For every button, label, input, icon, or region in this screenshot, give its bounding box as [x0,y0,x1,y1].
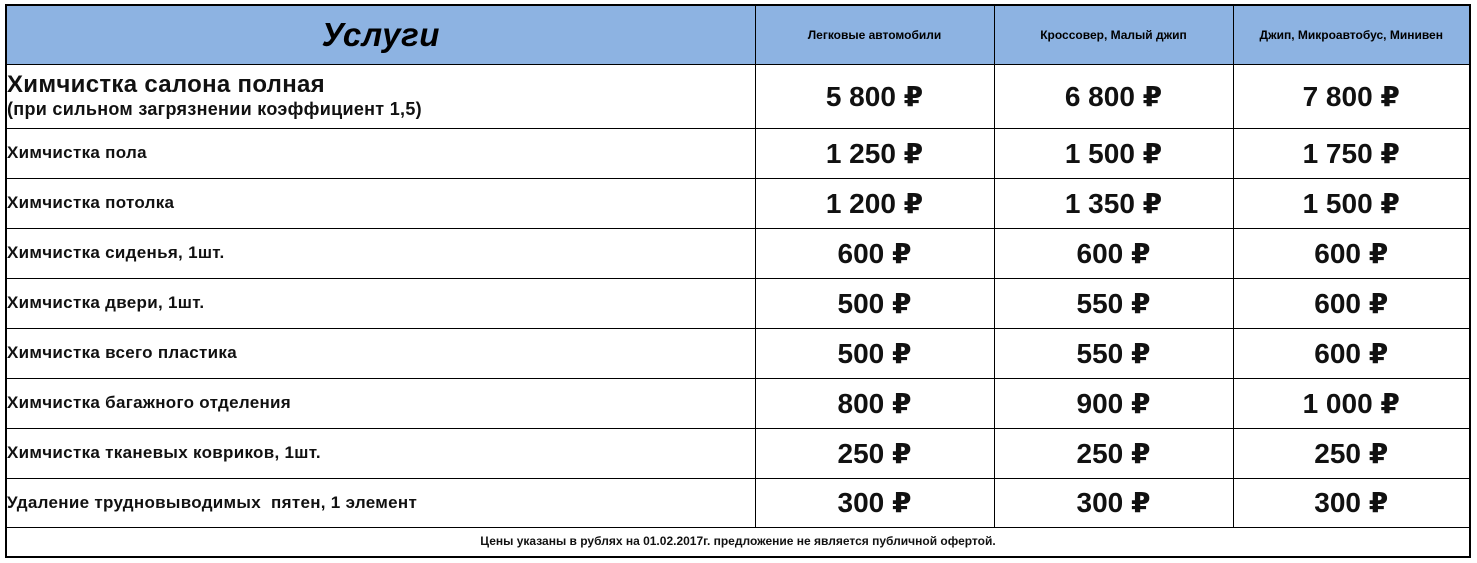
price-suv: 1 000 ₽ [1233,378,1469,428]
price-suv: 1 500 ₽ [1233,178,1469,228]
column-header-suv-minivan: Джип, Микроавтобус, Минивен [1233,6,1469,64]
price-crossover: 250 ₽ [994,428,1233,478]
price-passenger: 500 ₽ [755,328,994,378]
table-row [7,478,1469,527]
table-row [7,64,1469,128]
table-row [7,278,1469,328]
price-suv: 250 ₽ [1233,428,1469,478]
service-name: Удаление трудновыводимых пятен, 1 элемент [7,478,755,527]
price-passenger: 1 250 ₽ [755,128,994,178]
price-suv: 300 ₽ [1233,478,1469,527]
price-suv: 600 ₽ [1233,328,1469,378]
service-name: Химчистка тканевых ковриков, 1шт. [7,428,755,478]
price-crossover: 1 500 ₽ [994,128,1233,178]
table-row [7,428,1469,478]
price-suv: 600 ₽ [1233,228,1469,278]
price-suv: 7 800 ₽ [1233,64,1469,128]
price-crossover: 900 ₽ [994,378,1233,428]
service-name: Химчистка багажного отделения [7,378,755,428]
service-name: Химчистка потолка [7,178,755,228]
services-header: Услуги [7,6,755,64]
price-suv: 600 ₽ [1233,278,1469,328]
table-row [7,378,1469,428]
price-crossover: 6 800 ₽ [994,64,1233,128]
price-list [5,4,1471,558]
price-passenger: 5 800 ₽ [755,64,994,128]
price-table [7,6,1469,555]
price-passenger: 800 ₽ [755,378,994,428]
service-title: Химчистка салона полная [7,71,325,98]
table-row [7,328,1469,378]
table-row [7,128,1469,178]
price-passenger: 1 200 ₽ [755,178,994,228]
service-name [7,64,755,128]
table-row [7,228,1469,278]
column-header-crossover: Кроссовер, Малый джип [994,6,1233,64]
service-name: Химчистка всего пластика [7,328,755,378]
service-name: Химчистка сиденья, 1шт. [7,228,755,278]
price-crossover: 1 350 ₽ [994,178,1233,228]
price-passenger: 600 ₽ [755,228,994,278]
price-passenger: 250 ₽ [755,428,994,478]
price-crossover: 550 ₽ [994,328,1233,378]
price-crossover: 300 ₽ [994,478,1233,527]
table-header [7,6,1469,64]
price-passenger: 500 ₽ [755,278,994,328]
price-crossover: 600 ₽ [994,228,1233,278]
table-row [7,178,1469,228]
service-note: (при сильном загрязнении коэффициент 1,5) [7,99,422,119]
price-suv: 1 750 ₽ [1233,128,1469,178]
price-disclaimer: Цены указаны в рублях на 01.02.2017г. предложение не является публичной офертой. [7,527,1469,555]
price-passenger: 300 ₽ [755,478,994,527]
service-name: Химчистка пола [7,128,755,178]
table-footer [7,527,1469,555]
price-crossover: 550 ₽ [994,278,1233,328]
column-header-passenger-cars: Легковые автомобили [755,6,994,64]
service-name: Химчистка двери, 1шт. [7,278,755,328]
